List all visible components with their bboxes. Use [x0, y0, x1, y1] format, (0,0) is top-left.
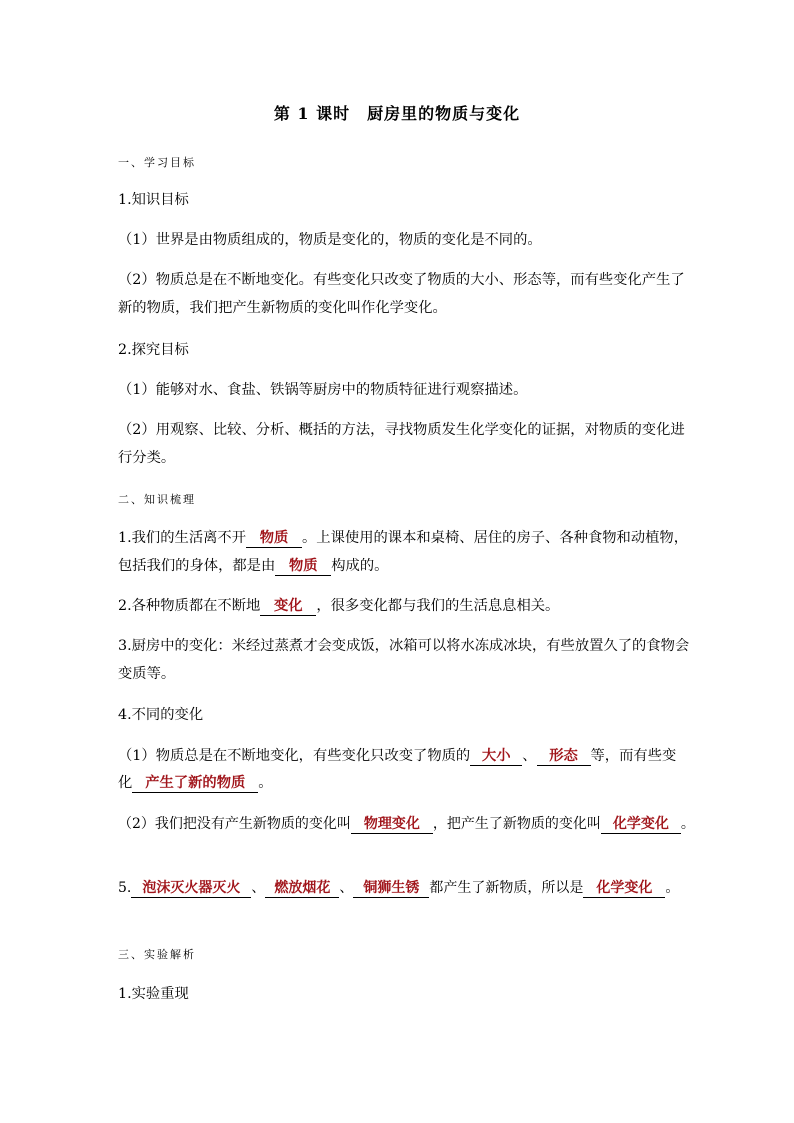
question-text: 。: [258, 775, 273, 791]
answer-blank: 形态: [537, 748, 591, 766]
answer-blank: 大小: [470, 748, 522, 766]
question-text: （2）我们把没有产生新物质的变化叫: [118, 816, 351, 832]
question-4-heading: 4.不同的变化: [118, 707, 204, 723]
paragraph: 新的物质，我们把产生新物质的变化叫作化学变化。: [118, 300, 447, 316]
question-text: 。: [665, 880, 680, 896]
answer-blank: 燃放烟花: [265, 880, 339, 898]
answer-blank: 物质: [275, 558, 331, 576]
separator: 、: [522, 748, 537, 764]
question-text: ，把产生了新物质的变化叫: [432, 816, 601, 832]
question-text: 1.我们的生活离不开: [118, 530, 247, 546]
answer-blank: 铜狮生锈: [353, 880, 429, 898]
question-text: 都产生了新物质，所以是: [429, 880, 584, 896]
answer-blank: 泡沫灭火器灭火: [131, 880, 251, 898]
paragraph: 行分类。: [118, 450, 176, 466]
question-text: （1）物质总是在不断地变化，有些变化只改变了物质的: [118, 748, 471, 764]
paragraph: （1）世界是由物质组成的，物质是变化的，物质的变化是不同的。: [118, 232, 542, 248]
question-text: 化: [118, 775, 133, 791]
question-3-line-1: 3.厨房中的变化：米经过蒸煮才会变成饭，冰箱可以将水冻成冰块，有些放置久了的食物会: [118, 638, 690, 654]
question-text: 等，而有些变: [590, 748, 677, 764]
section-heading-knowledge: 二、知识梳理: [118, 493, 196, 506]
answer-blank: 化学变化: [601, 816, 681, 834]
answer-blank: 产生了新的物质: [132, 775, 258, 793]
paragraph: （2）物质总是在不断地变化。有些变化只改变了物质的大小、形态等，而有些变化产生了: [118, 272, 685, 288]
question-text: 5.: [118, 880, 132, 896]
question-4-2: [118, 814, 695, 834]
question-text: 。: [680, 816, 695, 832]
page-title: 第 1 课时 厨房里的物质与变化: [273, 104, 521, 123]
subheading-knowledge-goals: 1.知识目标: [118, 192, 189, 208]
question-1-line-1: [118, 528, 688, 548]
separator: 、: [339, 880, 354, 896]
separator: 、: [251, 880, 266, 896]
question-4-1-line-2: [118, 773, 273, 793]
question-text: 包括我们的身体，都是由: [118, 558, 276, 574]
question-3-line-2: 变质等。: [118, 666, 176, 682]
question-text: 。上课使用的课本和桌椅、居住的房子、各种食物和动植物，: [302, 530, 689, 546]
answer-blank: 物理变化: [351, 816, 433, 834]
question-text: 2.各种物质都在不断地: [118, 598, 261, 614]
subheading-experiment-replay: 1.实验重现: [118, 986, 189, 1002]
answer-blank: 物质: [246, 530, 302, 548]
question-text: ，很多变化都与我们的生活息息相关。: [316, 598, 560, 614]
question-1-line-2: [118, 556, 388, 576]
answer-blank: 化学变化: [583, 880, 665, 898]
section-heading-experiment: 三、实验解析: [118, 948, 196, 961]
paragraph: （1）能够对水、食盐、铁锅等厨房中的物质特征进行观察描述。: [118, 382, 528, 398]
subheading-inquiry-goals: 2.探究目标: [118, 342, 189, 358]
section-heading-objectives: 一、学习目标: [118, 156, 196, 169]
answer-blank: 变化: [260, 598, 316, 616]
question-4-1-line-1: [118, 746, 676, 766]
question-5: [118, 878, 679, 898]
question-text: 构成的。: [331, 558, 389, 574]
question-2: [118, 596, 559, 616]
paragraph: （2）用观察、比较、分析、概括的方法，寻找物质发生化学变化的证据，对物质的变化进: [118, 422, 685, 438]
